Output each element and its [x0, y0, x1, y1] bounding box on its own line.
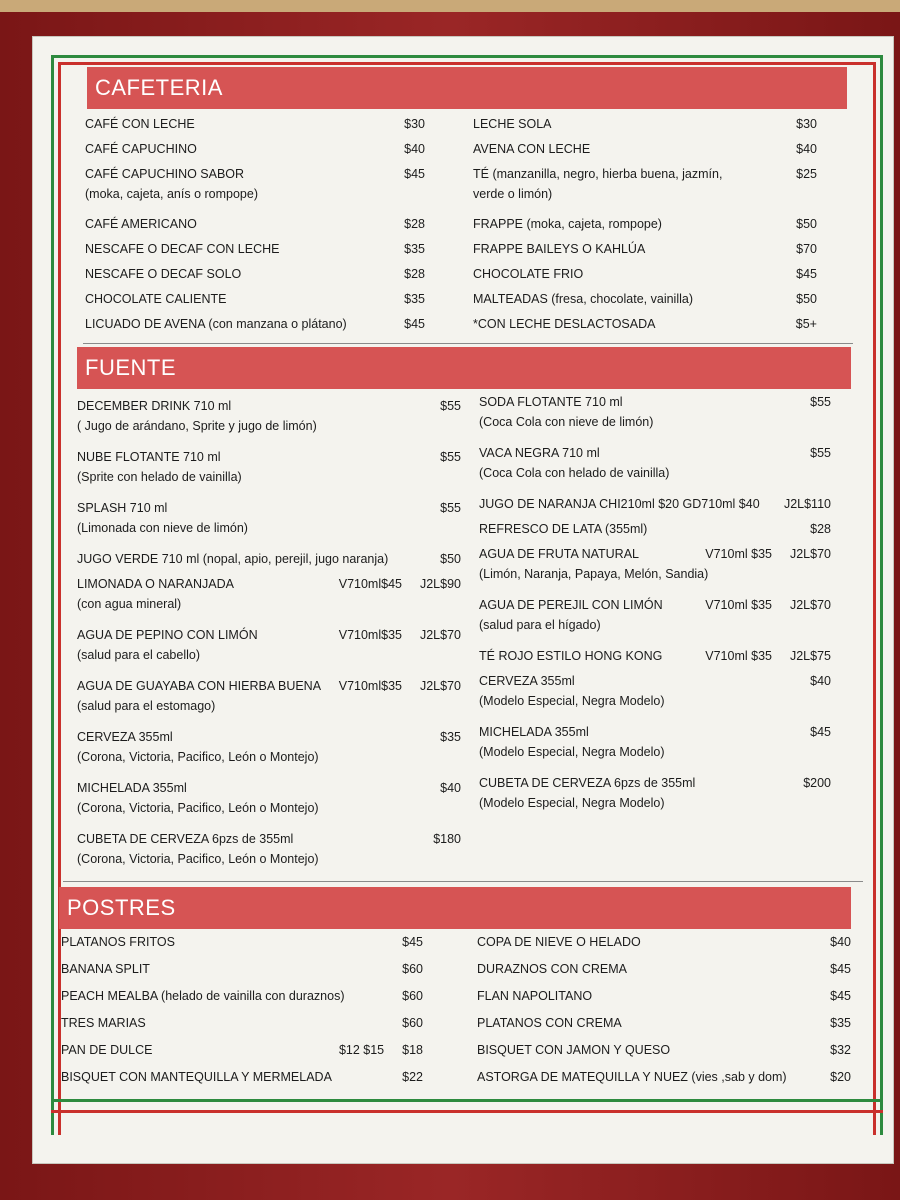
item-name: TÉ (manzanilla, negro, hierba buena, jazmín, [473, 167, 723, 181]
item-name: TÉ ROJO ESTILO HONG KONG [479, 649, 663, 663]
menu-item [77, 679, 461, 730]
menu-item [479, 446, 831, 497]
item-description: (Coca Cola con nieve de limón) [479, 415, 654, 429]
menu-page [32, 36, 894, 1164]
item-size-price: V710ml$35 [338, 628, 402, 642]
menu-item [477, 1016, 851, 1043]
menu-item [61, 1043, 423, 1070]
item-price: $45 [402, 935, 423, 949]
menu-item [85, 167, 425, 217]
item-name: PAN DE DULCE [61, 1043, 153, 1057]
item-description: (moka, cajeta, anís o rompope) [85, 187, 258, 201]
item-name: VACA NEGRA 710 ml [479, 446, 600, 460]
menu-item [77, 552, 461, 577]
menu-item [85, 217, 425, 242]
cafeteria-left-column [85, 117, 425, 342]
item-description: (con agua mineral) [77, 597, 182, 611]
item-description: (Modelo Especial, Negra Modelo) [479, 694, 665, 708]
item-price: $200 [803, 776, 831, 790]
item-name: CAFÉ CAPUCHINO SABOR [85, 167, 245, 181]
item-description: (salud para el cabello) [77, 648, 200, 662]
menu-item [473, 117, 817, 142]
item-name: *CON LECHE DESLACTOSADA [473, 317, 656, 331]
menu-item [479, 395, 831, 446]
item-price: $25 [796, 167, 817, 181]
menu-item [85, 142, 425, 167]
menu-item [77, 577, 461, 628]
item-name: PLATANOS CON CREMA [477, 1016, 622, 1030]
menu-item [61, 962, 423, 989]
menu-item [479, 776, 831, 827]
menu-item [479, 522, 831, 547]
item-price: $28 [810, 522, 831, 536]
item-name: PEACH MEALBA (helado de vainilla con duraznos) [61, 989, 345, 1003]
item-price: $22 [402, 1070, 423, 1084]
item-name: DECEMBER DRINK 710 ml [77, 399, 232, 413]
item-price: $40 [830, 935, 851, 949]
menu-item [473, 242, 817, 267]
item-description: verde o limón) [473, 187, 553, 201]
item-price: $5+ [795, 317, 817, 331]
menu-item [473, 142, 817, 167]
item-name: CUBETA DE CERVEZA 6pzs de 355ml [479, 776, 696, 790]
item-description: (salud para el hígado) [479, 618, 601, 632]
item-name: CAFÉ AMERICANO [85, 217, 197, 231]
bottom-border [51, 1099, 883, 1113]
item-description: (Coca Cola con helado de vainilla) [479, 466, 670, 480]
item-description: ( Jugo de arándano, Sprite y jugo de limón) [77, 419, 317, 433]
item-name: NESCAFE O DECAF SOLO [85, 267, 242, 281]
item-name: CERVEZA 355ml [77, 730, 173, 744]
item-price: $40 [796, 142, 817, 156]
item-description: (Corona, Victoria, Pacifico, León o Montejo) [77, 750, 319, 764]
item-name: AGUA DE GUAYABA CON HIERBA BUENA [77, 679, 322, 693]
item-name: CHOCOLATE CALIENTE [85, 292, 227, 306]
item-name: LECHE SOLA [473, 117, 552, 131]
item-price: $28 [404, 267, 425, 281]
item-price: J2L$70 [419, 628, 461, 642]
item-price: $60 [402, 1016, 423, 1030]
item-size-price: V710ml $35 [705, 547, 772, 561]
item-name: TRES MARIAS [61, 1016, 146, 1030]
item-name: BISQUET CON JAMON Y QUESO [477, 1043, 671, 1057]
menu-item [479, 674, 831, 725]
item-name: FLAN NAPOLITANO [477, 989, 593, 1003]
item-price: $35 [830, 1016, 851, 1030]
item-price: $55 [810, 446, 831, 460]
item-price: $55 [440, 501, 461, 515]
item-size-price: V710ml$35 [338, 679, 402, 693]
item-name: CUBETA DE CERVEZA 6pzs de 355ml [77, 832, 294, 846]
item-name: LICUADO DE AVENA (con manzana o plátano) [85, 317, 347, 331]
menu-item [477, 1043, 851, 1070]
item-price: $40 [404, 142, 425, 156]
menu-item [479, 497, 831, 522]
item-size-price: V710ml$45 [338, 577, 402, 591]
item-price: $45 [830, 989, 851, 1003]
section-title-fuente: FUENTE [77, 347, 851, 389]
item-name: AGUA DE PEREJIL CON LIMÓN [479, 598, 663, 612]
item-price: J2L$75 [789, 649, 831, 663]
item-description: (Limonada con nieve de limón) [77, 521, 248, 535]
item-price: $20 [830, 1070, 851, 1084]
item-price: $45 [404, 167, 425, 181]
menu-item [85, 242, 425, 267]
menu-item [473, 217, 817, 242]
item-price: $32 [830, 1043, 851, 1057]
item-description: (Modelo Especial, Negra Modelo) [479, 796, 665, 810]
item-price: $50 [796, 292, 817, 306]
item-size-price: $12 $15 [338, 1043, 385, 1057]
menu-item [479, 649, 831, 674]
menu-item [479, 598, 831, 649]
item-price: $45 [830, 962, 851, 976]
item-price: $45 [810, 725, 831, 739]
item-name: BISQUET CON MANTEQUILLA Y MERMELADA [61, 1070, 332, 1084]
item-name: BANANA SPLIT [61, 962, 150, 976]
item-price: $50 [440, 552, 461, 566]
menu-item [473, 292, 817, 317]
item-description: (Modelo Especial, Negra Modelo) [479, 745, 665, 759]
menu-item [479, 725, 831, 776]
item-description: (salud para el estomago) [77, 699, 216, 713]
divider [83, 343, 853, 344]
item-name: NESCAFE O DECAF CON LECHE [85, 242, 280, 256]
menu-item [77, 628, 461, 679]
item-name: DURAZNOS CON CREMA [477, 962, 628, 976]
item-name: NUBE FLOTANTE 710 ml [77, 450, 221, 464]
fuente-left-column [77, 399, 461, 883]
menu-item [473, 317, 817, 342]
item-description: (Sprite con helado de vainilla) [77, 470, 242, 484]
item-description: (Corona, Victoria, Pacifico, León o Montejo) [77, 801, 319, 815]
item-price: $28 [404, 217, 425, 231]
item-price: $180 [433, 832, 461, 846]
item-name: ASTORGA DE MATEQUILLA Y NUEZ (vies ,sab y dom) [477, 1070, 787, 1084]
item-name: AVENA CON LECHE [473, 142, 591, 156]
item-name: CAFÉ CAPUCHINO [85, 142, 197, 156]
item-price: $30 [404, 117, 425, 131]
menu-item [77, 832, 461, 883]
menu-item [473, 167, 817, 217]
item-price: $55 [810, 395, 831, 409]
item-price: $60 [402, 989, 423, 1003]
menu-item [85, 292, 425, 317]
item-name: SPLASH 710 ml [77, 501, 168, 515]
item-name: LIMONADA O NARANJADA [77, 577, 234, 591]
item-price: $60 [402, 962, 423, 976]
cafeteria-right-column [473, 117, 817, 342]
item-price: J2L$90 [419, 577, 461, 591]
item-price: $70 [796, 242, 817, 256]
section-title-cafeteria: CAFETERIA [87, 67, 847, 109]
item-price: J2L$70 [419, 679, 461, 693]
item-name: PLATANOS FRITOS [61, 935, 175, 949]
item-price: $45 [796, 267, 817, 281]
item-price: $55 [440, 450, 461, 464]
menu-item [85, 317, 425, 342]
item-name: AGUA DE FRUTA NATURAL [479, 547, 639, 561]
item-price: $35 [440, 730, 461, 744]
menu-item [477, 962, 851, 989]
item-name: REFRESCO DE LATA (355ml) [479, 522, 648, 536]
section-title-postres: POSTRES [59, 887, 851, 929]
menu-item [85, 117, 425, 142]
item-price: $40 [440, 781, 461, 795]
item-name: SODA FLOTANTE 710 ml [479, 395, 623, 409]
item-price: $45 [404, 317, 425, 331]
menu-item [77, 781, 461, 832]
menu-item [479, 547, 831, 598]
item-size-price: V710ml $35 [705, 649, 772, 663]
item-name: COPA DE NIEVE O HELADO [477, 935, 641, 949]
postres-right-column [477, 935, 851, 1097]
item-name: MALTEADAS (fresa, chocolate, vainilla) [473, 292, 693, 306]
item-name: FRAPPE (moka, cajeta, rompope) [473, 217, 662, 231]
item-name: AGUA DE PEPINO CON LIMÓN [77, 628, 258, 642]
item-name: JUGO DE NARANJA CHI210ml $20 GD710ml $40 [479, 497, 760, 511]
menu-item [77, 399, 461, 450]
menu-item [477, 989, 851, 1016]
menu-item [61, 1016, 423, 1043]
menu-item [77, 501, 461, 552]
menu-item [61, 1070, 423, 1097]
item-price: $18 [402, 1043, 423, 1057]
item-name: CERVEZA 355ml [479, 674, 575, 688]
item-price: $50 [796, 217, 817, 231]
item-price: $35 [404, 242, 425, 256]
menu-item [477, 1070, 851, 1097]
item-price: J2L$110 [783, 497, 831, 511]
menu-item [61, 989, 423, 1016]
item-price: J2L$70 [789, 598, 831, 612]
menu-item [85, 267, 425, 292]
postres-left-column [61, 935, 423, 1097]
item-name: JUGO VERDE 710 ml (nopal, apio, perejil, jugo naranja) [77, 552, 389, 566]
item-price: $30 [796, 117, 817, 131]
menu-item [477, 935, 851, 962]
item-size-price: V710ml $35 [705, 598, 772, 612]
menu-item [61, 935, 423, 962]
item-price: J2L$70 [789, 547, 831, 561]
divider [63, 881, 863, 882]
item-price: $55 [440, 399, 461, 413]
item-name: CHOCOLATE FRIO [473, 267, 584, 281]
item-price: $35 [404, 292, 425, 306]
item-description: (Corona, Victoria, Pacifico, León o Montejo) [77, 852, 319, 866]
item-description: (Limón, Naranja, Papaya, Melón, Sandia) [479, 567, 709, 581]
menu-item [77, 730, 461, 781]
item-name: MICHELADA 355ml [77, 781, 187, 795]
item-name: MICHELADA 355ml [479, 725, 589, 739]
item-name: CAFÉ CON LECHE [85, 117, 195, 131]
item-price: $40 [810, 674, 831, 688]
menu-item [473, 267, 817, 292]
menu-item [77, 450, 461, 501]
item-name: FRAPPE BAILEYS O KAHLÚA [473, 242, 646, 256]
fuente-right-column [479, 395, 831, 827]
